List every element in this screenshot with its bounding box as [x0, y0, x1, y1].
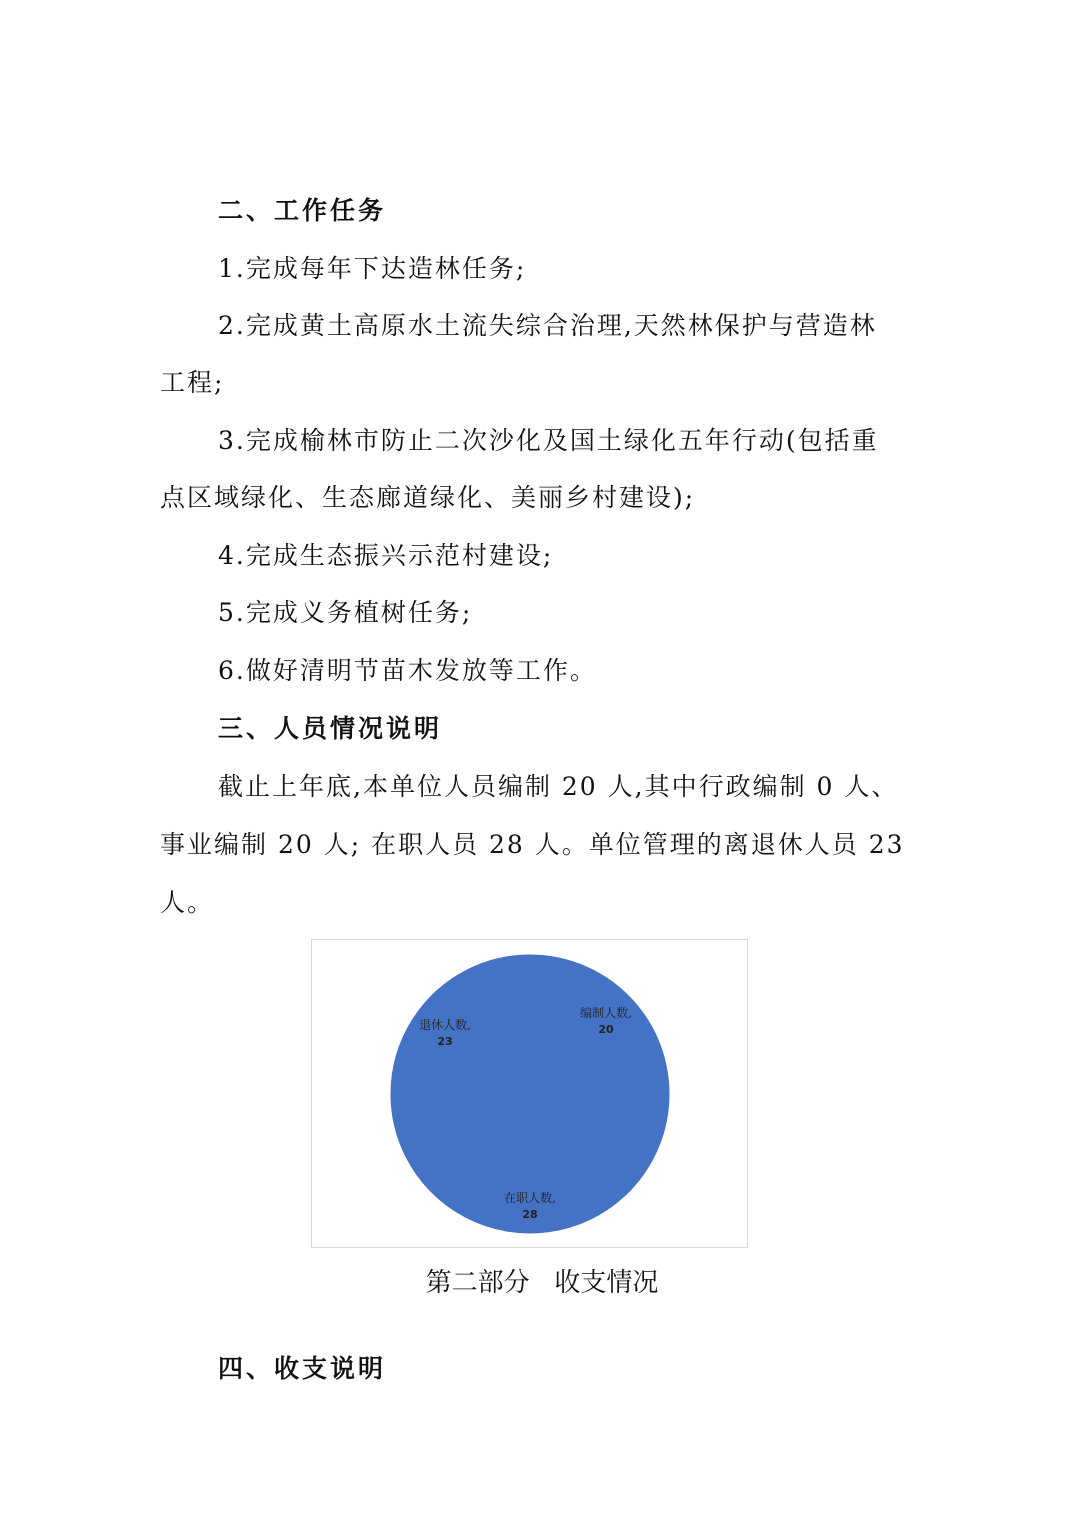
task-item-4: 4.完成生态振兴示范村建设; — [218, 541, 554, 570]
staff-text-line-1: 截止上年底,本单位人员编制 20 人,其中行政编制 0 人、 — [218, 772, 899, 801]
task-item-2-cont: 工程; — [160, 368, 225, 397]
pie-svg — [312, 940, 749, 1249]
task-item-2: 2.完成黄土高原水土流失综合治理,天然林保护与营造林 — [218, 311, 877, 340]
section3-heading: 三、人员情况说明 — [218, 714, 443, 743]
slice-value-1: 20 — [598, 1023, 614, 1036]
slice-label-1: 编制人数, — [580, 1006, 632, 1020]
staff-text-line-2: 事业编制 20 人; 在职人员 28 人。单位管理的离退休人员 23 — [160, 830, 905, 859]
task-item-3-cont: 点区域绿化、生态廊道绿化、美丽乡村建设); — [160, 483, 696, 512]
slice-value-2: 28 — [522, 1208, 538, 1221]
section2-heading: 二、工作任务 — [218, 196, 387, 225]
staff-pie-chart — [311, 939, 748, 1248]
slice-value-3: 23 — [437, 1035, 453, 1048]
task-item-1: 1.完成每年下达造林任务; — [218, 254, 527, 283]
pie-slice-1 — [530, 955, 669, 1121]
task-item-6: 6.做好清明节苗木发放等工作。 — [218, 656, 597, 685]
staff-text-line-3: 人。 — [160, 888, 215, 917]
slice-label-2: 在职人数, — [504, 1191, 556, 1205]
task-item-5: 5.完成义务植树任务; — [218, 598, 473, 627]
section4-heading: 四、收支说明 — [218, 1354, 387, 1383]
slice-label-3: 退休人数, — [419, 1018, 471, 1032]
task-item-3: 3.完成榆林市防止二次沙化及国土绿化五年行动(包括重 — [218, 426, 879, 455]
part2-title: 第二部分 收支情况 — [425, 1268, 659, 1298]
